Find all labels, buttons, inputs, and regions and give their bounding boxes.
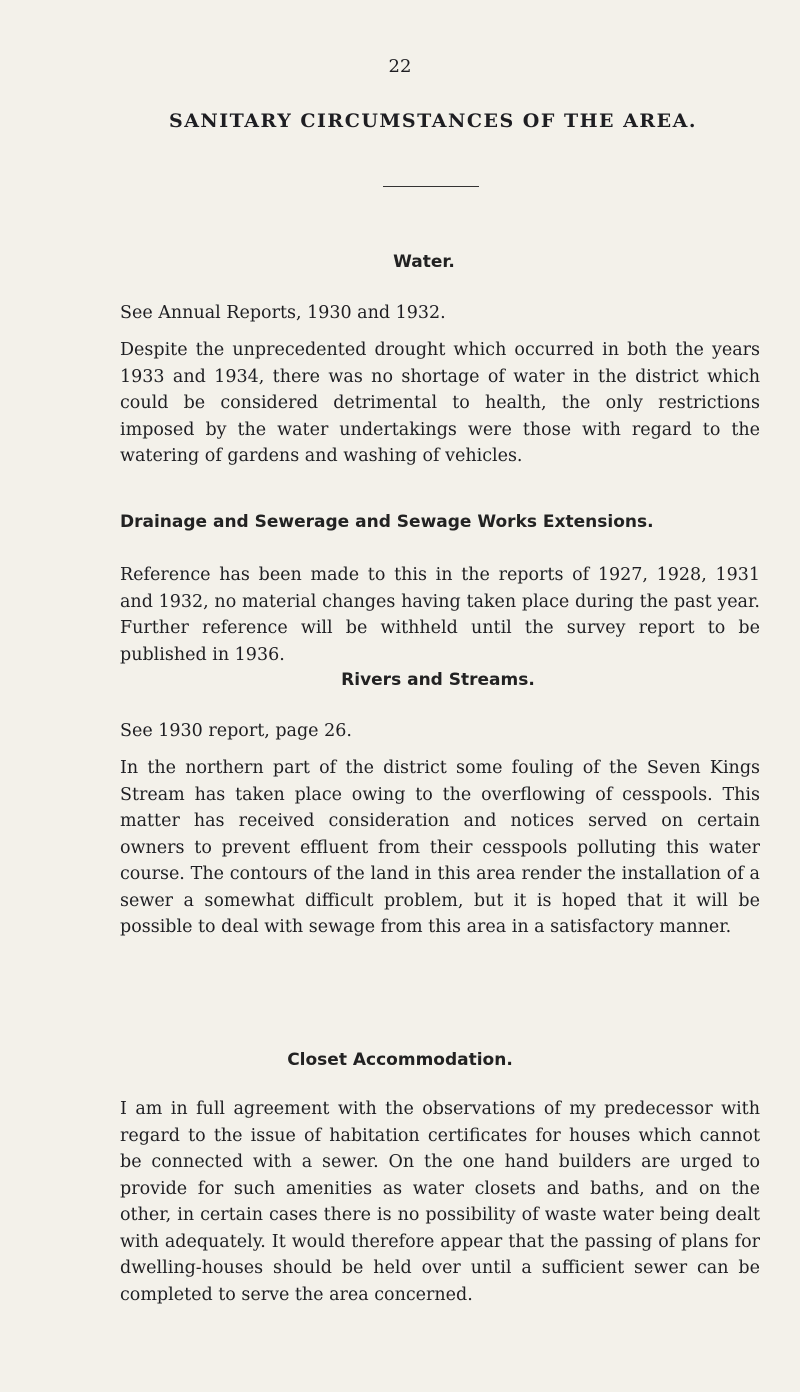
closet-paragraph: I am in full agreement with the observations of my predecessor with regard to the issue of habitation certificates for houses which cannot be connected with a sewer. On the one hand builders are urged to provide for such amenities as water closets and baths, and on the other, in certain cases there is no possibility of waste water being dealt with adequately. It would therefore appear that the passing of plans for dwelling-houses should be held over until a sufficient sewer can be completed to serve the area concerned.: [120, 1099, 760, 1305]
rivers-heading: Rivers and Streams.: [341, 670, 535, 690]
closet-heading: Closet Accommodation.: [287, 1050, 513, 1070]
rivers-paragraph: In the northern part of the district some fouling of the Seven Kings Stream has taken place owing to the overflowing of cesspools. This matter has received consideration and notices served on certain owners to prevent effluent from their cesspools polluting this water course. The contours of the land in this area render the installation of a sewer a somewhat difficult problem, but it is hoped that it will be possible to deal with sewage from this area in a satisfactory manner.: [120, 758, 760, 937]
drainage-paragraph: Reference has been made to this in the reports of 1927, 1928, 1931 and 1932, no material changes having taken place during the past year. Further reference will be withheld until the survey report to be published in 1936.: [120, 565, 760, 665]
water-paragraph: See Annual Reports, 1930 and 1932.: [120, 303, 446, 323]
drainage-heading: Drainage and Sewerage and Sewage Works Extensions.: [120, 512, 654, 532]
page-number: 22: [388, 56, 412, 77]
water-paragraph: Despite the unprecedented drought which occurred in both the years 1933 and 1934, there was no shortage of water in the district which could be considered detrimental to health, the only restrictions imposed by the water undertakings were those with regard to the watering of gardens and washing of vehicles.: [120, 340, 760, 466]
title-divider: [383, 186, 479, 187]
water-heading: Water.: [393, 252, 455, 272]
page-title: SANITARY CIRCUMSTANCES OF THE AREA.: [168, 110, 698, 132]
rivers-paragraph: See 1930 report, page 26.: [120, 721, 352, 741]
